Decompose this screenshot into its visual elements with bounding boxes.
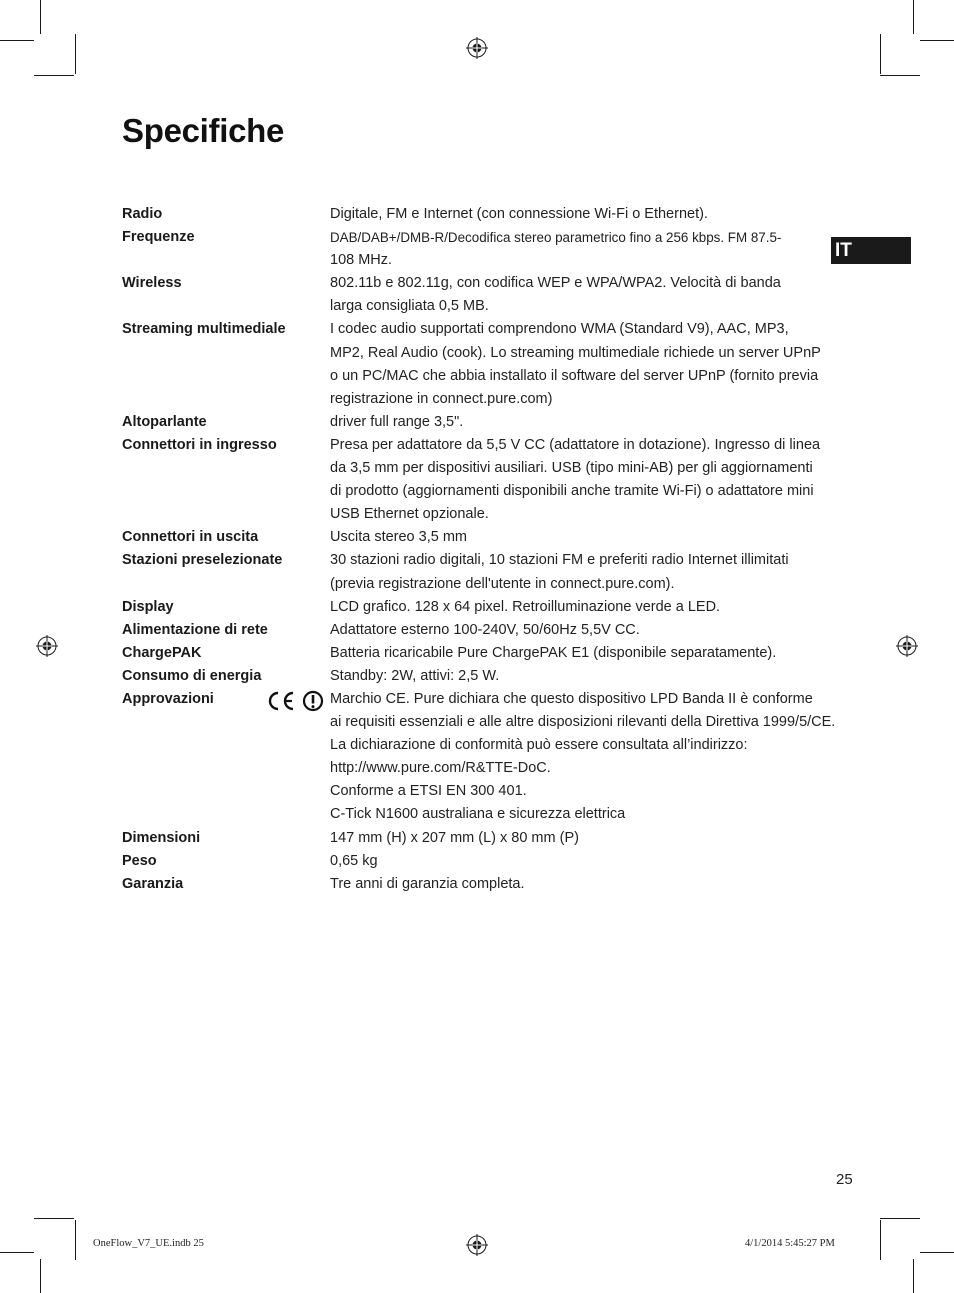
- spec-value-line: Marchio CE. Pure dichiara che questo dispositivo LPD Banda II è conforme: [330, 690, 813, 707]
- spec-row: [122, 226, 837, 272]
- spec-row: [122, 203, 837, 226]
- spec-row: [122, 549, 837, 595]
- spec-label: Frequenze: [122, 229, 195, 246]
- spec-label: Garanzia: [122, 875, 184, 892]
- crop-mark: [40, 0, 41, 34]
- spec-label: Radio: [122, 206, 163, 222]
- crop-mark: [0, 40, 34, 41]
- spec-value-line: MP2, Real Audio (cook). Lo streaming multimediale richiede un server UPnP: [330, 344, 821, 361]
- spec-label: Streaming multimediale: [122, 321, 286, 338]
- spec-label: Approvazioni: [122, 688, 330, 827]
- crop-mark: [913, 0, 914, 34]
- crop-mark: [34, 1218, 74, 1219]
- spec-label: Peso: [122, 852, 157, 869]
- registration-mark-icon: [36, 635, 58, 657]
- spec-value-line: Conforme a ETSI EN 300 401.: [330, 783, 527, 800]
- spec-value: [330, 318, 837, 410]
- spec-value-line: USB Ethernet opzionale.: [330, 506, 489, 523]
- spec-value-line: LCD grafico. 128 x 64 pixel. Retroilluminazione verde a LED.: [330, 598, 721, 615]
- registration-mark-icon: [896, 635, 918, 657]
- page-number: 25: [836, 1171, 853, 1188]
- spec-row: [122, 642, 837, 665]
- spec-value-line: 108 MHz.: [330, 252, 393, 269]
- spec-value: [330, 272, 837, 318]
- spec-value-line: Batteria ricaricabile Pure ChargePAK E1 (disponibile separatamente).: [330, 644, 777, 661]
- spec-value-line: da 3,5 mm per dispositivi ausiliari. USB (tipo mini-AB) per gli aggiornamenti: [330, 460, 813, 477]
- language-tab: IT: [831, 237, 911, 264]
- spec-value: [330, 434, 837, 526]
- spec-value: [330, 688, 837, 827]
- spec-label: Display: [122, 598, 174, 615]
- registration-mark-icon: [466, 1234, 488, 1256]
- spec-value: [330, 850, 837, 873]
- spec-row: [122, 411, 837, 434]
- spec-row: [122, 526, 837, 549]
- spec-value-line: http://www.pure.com/R&TTE-DoC.: [330, 760, 551, 777]
- spec-label: Wireless: [122, 275, 182, 292]
- spec-value-line: 147 mm (H) x 207 mm (L) x 80 mm (P): [330, 829, 579, 846]
- spec-row: [122, 827, 837, 850]
- spec-value: [330, 665, 837, 688]
- crop-mark: [880, 1220, 881, 1260]
- spec-value-line: C-Tick N1600 australiana e sicurezza elettrica: [330, 806, 626, 823]
- crop-mark: [75, 1220, 76, 1260]
- spec-value-line: larga consigliata 0,5 MB.: [330, 298, 489, 315]
- spec-label: Altoparlante: [122, 413, 207, 430]
- spec-value-line: o un PC/MAC che abbia installato il software del server UPnP (fornito previa: [330, 367, 819, 384]
- page-title: Specifiche: [122, 112, 285, 149]
- spec-value: [330, 549, 837, 595]
- crop-mark: [75, 34, 76, 74]
- spec-label: Dimensioni: [122, 829, 201, 846]
- spec-value: [330, 619, 837, 642]
- spec-row: [122, 619, 837, 642]
- spec-value-line: 0,65 kg: [330, 852, 378, 869]
- spec-value-line: Standby: 2W, attivi: 2,5 W.: [330, 667, 500, 684]
- crop-mark: [0, 1252, 34, 1253]
- crop-mark: [880, 34, 881, 74]
- spec-row: [122, 665, 837, 688]
- spec-value-line: Presa per adattatore da 5,5 V CC (adattatore in dotazione). Ingresso di linea: [330, 436, 821, 453]
- spec-value: [330, 827, 837, 850]
- spec-label: Stazioni preselezionate: [122, 552, 283, 569]
- spec-value-line: Digitale, FM e Internet (con connessione Wi-Fi o Ethernet).: [330, 206, 708, 222]
- spec-value-line: Uscita stereo 3,5 mm: [330, 529, 467, 546]
- spec-row: [122, 272, 837, 318]
- spec-value-line: ai requisiti essenziali e alle altre disposizioni rilevanti della Direttiva 1999/5/CE.: [330, 714, 836, 731]
- spec-row: [122, 873, 837, 896]
- spec-label: Connettori in ingresso: [122, 436, 277, 453]
- spec-value-line: Adattatore esterno 100-240V, 50/60Hz 5,5V CC.: [330, 621, 640, 638]
- spec-value-line: La dichiarazione di conformità può essere consultata all’indirizzo:: [330, 737, 748, 754]
- footer-date: 4/1/2014 5:45:27 PM: [745, 1238, 835, 1249]
- spec-label: Consumo di energia: [122, 667, 262, 684]
- spec-value-line: DAB/DAB+/DMB-R/Decodifica stereo parametrico fino a 256 kbps. FM 87.5-: [330, 230, 782, 246]
- crop-mark: [913, 1259, 914, 1293]
- spec-row: [122, 688, 837, 827]
- spec-value: [330, 203, 837, 226]
- crop-mark: [34, 75, 74, 76]
- crop-mark: [40, 1259, 41, 1293]
- spec-row: [122, 318, 837, 410]
- footer-file-name: OneFlow_V7_UE.indb 25: [93, 1238, 204, 1249]
- registration-mark-icon: [466, 37, 488, 59]
- ce-mark-icon: [267, 690, 327, 712]
- spec-row: [122, 434, 837, 526]
- spec-row: [122, 850, 837, 873]
- spec-value-line: Tre anni di garanzia completa.: [330, 875, 525, 892]
- spec-value-line: driver full range 3,5".: [330, 413, 464, 430]
- spec-value: [330, 642, 837, 665]
- crop-mark: [880, 75, 920, 76]
- crop-mark: [920, 1252, 954, 1253]
- spec-value: [330, 873, 837, 896]
- spec-row: [122, 596, 837, 619]
- spec-value: [330, 411, 837, 434]
- spec-value-line: I codec audio supportati comprendono WMA (Standard V9), AAC, MP3,: [330, 321, 789, 338]
- spec-label: Connettori in uscita: [122, 529, 259, 546]
- spec-value: [330, 596, 837, 619]
- spec-value-line: (previa registrazione dell'utente in connect.pure.com).: [330, 575, 675, 592]
- spec-value-line: 802.11b e 802.11g, con codifica WEP e WPA/WPA2. Velocità di banda: [330, 275, 781, 292]
- spec-value-line: 30 stazioni radio digitali, 10 stazioni FM e preferiti radio Internet illimitati: [330, 552, 789, 569]
- specifications-table: [122, 203, 837, 896]
- spec-value-line: registrazione in connect.pure.com): [330, 390, 553, 407]
- spec-value: [330, 526, 837, 549]
- crop-mark: [920, 40, 954, 41]
- crop-mark: [880, 1218, 920, 1219]
- spec-value: [330, 226, 837, 272]
- spec-label: Alimentazione di rete: [122, 621, 268, 638]
- spec-label: ChargePAK: [122, 644, 202, 661]
- spec-value-line: di prodotto (aggiornamenti disponibili anche tramite Wi-Fi) o adattatore mini: [330, 483, 814, 500]
